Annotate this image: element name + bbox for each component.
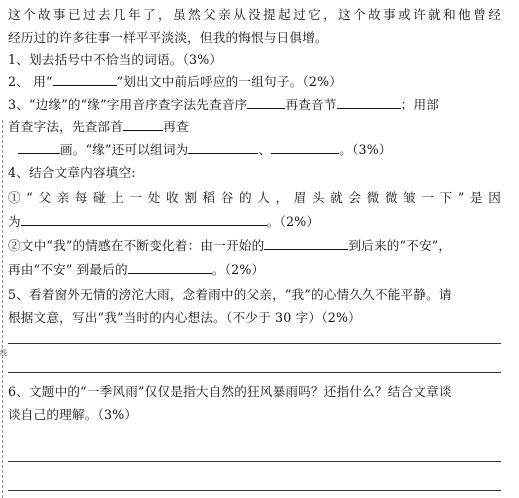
q4-1-text-c: 。（2%） [266,214,320,229]
q3-blank-3[interactable] [123,119,163,131]
q4-2-text-d: 。（2%） [211,262,265,277]
q3-blank-1[interactable] [247,97,285,109]
q3-text-g: 、 [258,142,272,157]
answer-line-q6-2[interactable] [8,490,501,491]
q2-text-a: 2、 用“ [8,74,53,89]
q4-1-blank[interactable] [21,214,267,226]
q3-text-h: 。（3%） [339,142,392,157]
q3-blank-2[interactable] [337,97,401,109]
question-4-1-line-1: ①“父亲每碰上一处收割稻谷的人，眉头就会微微皱一下”是因 [8,190,501,205]
margin-mark: 线 [0,349,7,357]
q4-2-text-b: 到后来的“不安”， [348,238,452,253]
question-2 [8,74,501,90]
q3-text-f: 画。“缘”还可以组词为 [60,142,189,157]
question-3-line-1 [8,97,501,113]
answer-line-q5-1[interactable] [8,343,501,344]
q4-2-blank-1[interactable] [264,238,348,250]
question-6-line-2: 谈自己的理解。（3%） [8,407,138,422]
q2-text-b: ”划出文中前后呼应的一组句子。（2%） [116,74,343,89]
q3-text-c: ；用部 [400,97,440,112]
q3-text-d: 首查字法，先查部首 [8,119,124,134]
question-1: 1、划去括号中不恰当的词语。（3%） [8,52,223,67]
q3-text-b: 再查音节 [285,97,337,112]
passage-line-2: 经历过的许多往事一样平平淡淡，但我的悔恨与日俱增。 [8,30,328,45]
q3-text-e: 再查 [163,119,189,134]
q3-blank-5[interactable] [188,142,258,154]
question-4-title: 4、结合文章内容填空: [8,165,136,180]
question-5-line-1: 5、看着窗外无情的滂沱大雨，念着雨中的父亲，“我”的心情久久不能平静。请 [8,287,452,302]
question-4-1-line-2 [8,214,501,230]
q2-blank[interactable] [53,74,117,86]
answer-line-q6-1[interactable] [8,461,501,462]
question-5-line-2: 根据文意，写出“我”当时的内心想法。（不少于 30 字）（2%） [8,310,361,325]
q3-blank-4[interactable] [18,142,60,154]
passage-line-1: 这个故事已过去几年了，虽然父亲从没提起过它，这个故事或许就和他曾经 [8,7,501,22]
binding-margin-dashed-line [2,120,3,498]
answer-line-q5-2[interactable] [8,372,501,373]
q4-1-text-b: 为 [8,214,21,229]
question-3-line-2 [8,119,501,135]
q3-text-a: 3、“边缘”的“缘”字用音序查字法先查音序 [8,97,248,112]
q3-blank-6[interactable] [271,142,339,154]
question-4-2-line-2 [8,262,501,278]
question-3-line-3 [8,142,501,158]
question-4-2-line-1 [8,238,501,254]
q4-2-text-c: 再由“不安” 到最后的 [8,262,128,277]
q4-2-blank-2[interactable] [128,262,212,274]
question-6-line-1: 6、文题中的“一季风雨”仅仅是指大自然的狂风暴雨吗？还指什么？结合文章谈 [8,384,452,399]
q4-2-text-a: ②文中“我”的情感在不断变化着：由一开始的 [8,238,265,253]
